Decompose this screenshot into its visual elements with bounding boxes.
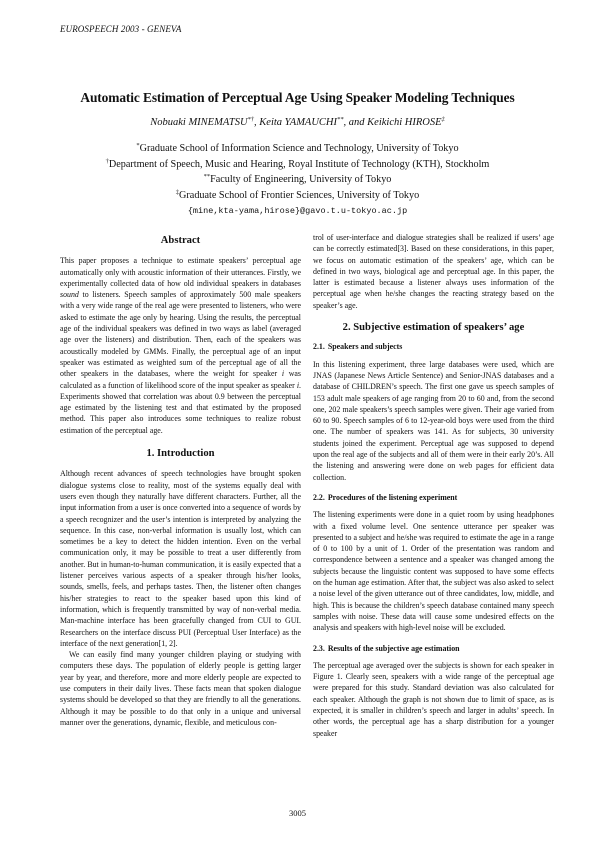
subsection-number: 2.2. (313, 492, 325, 502)
affiliation-mark: ** (203, 173, 211, 181)
author-email: {mine,kta-yama,hirose}@gavo.t.u-tokyo.ac.jp (187, 205, 408, 216)
page-number: 3005 (289, 808, 306, 818)
affiliation-text: Faculty of Engineering, University of Tokyo (210, 174, 392, 186)
section-2-heading: 2. Subjective estimation of speakers’ age (342, 322, 525, 334)
right-column (313, 232, 554, 739)
affiliation-line (30, 172, 565, 188)
author-name: Keita YAMAUCHI (259, 117, 338, 128)
author-separator: , and (343, 117, 368, 128)
affiliation-line (30, 188, 565, 204)
conference-header: EUROSPEECH 2003 - GENEVA (60, 24, 182, 34)
left-column (60, 232, 301, 728)
subsection-number: 2.1. (313, 342, 325, 352)
affiliation-line (30, 141, 565, 157)
intro-paragraph-continued: trol of user-interface and dialogue strategies shall be realized if users’ age can be correctly estimated[3]. Based on these considerations, in this paper, we focus on automatic estimation of the speakers’ age, which can be defined in two ways, biological age and perceptual age. In this paper, the latter is estimated because a listener always uses information of the perceptual age when he/she changes the reacting strategy based on the speaker’s age. (313, 233, 554, 310)
intro-paragraph: We can easily find many younger children playing or studying with computers these days. The population of elderly people is getting larger year by year, and therefore, more and more elderly people are expected to use computers in their daily lives. These facts mean that spoken dialogue systems should be developed so that they are friendly to all the generations. Although it may be possible to do that only in a unique and universal manner over the generations, dynamic, flexible, and meticulous con- (60, 650, 301, 727)
affiliation-mark: † (105, 157, 109, 165)
abstract-variable: i (281, 369, 285, 379)
abstract-text: . Experiments showed that correlation was about 0.9 between the perceptual age estimated by the listening test and that estimated by the proposed method. This paper also introduces some techniques to realize robust estimation of the perceptual age. (60, 380, 301, 435)
abstract-text: to listeners. Speech samples of approximately 500 male speakers with a very wide range of the real age were presented to listeners, who were asked to estimate the age only by hearing. Using the results, the perceptual age of the individual speakers was defined in two ways as label (averaged age over the listeners) and distribution. Then, each of the speakers was acoustically modeled by GMMs. Finally, the perceptual age of an input speaker was estimated as weighted sum of the perceptual age of all the other speakers in the databases, where the weight for speaker (60, 290, 301, 379)
abstract-emphasis: sound (60, 290, 79, 300)
abstract-text: was calculated as a function of likelihood score of the input speaker as speaker (60, 369, 301, 390)
abstract-text: This paper proposes a technique to estimate speakers’ perceptual age automatically only with acoustic information of their utterances. Firstly, we experimentally collected data of how old individual speakers in databases (60, 256, 301, 288)
author-affiliation-mark: ‡ (441, 116, 445, 123)
author-list (30, 117, 565, 128)
affiliation-block (30, 141, 565, 220)
intro-paragraph: Although recent advances of speech technologies have brought spoken dialogue systems close to reality, most of the systems equally deal with users even though they naturally have different characters. Further, all the input information from a user is once converted into a sequence of words by a speech recognizer and the user’s intention is interpreted by analyzing the sequence. In this case, non-verbal information is usually lost, which can sometimes be a key to detect the hidden intention. Even on the verbal communication only, it may be possible to treat a user differently from another. But in human-to-human communication, it is easily expected that a listener perceives various aspects of a speaker through his/her looks, sounds, smells, feels, and perhaps tastes. Then, the listener often changes his/her strategies to react to the speaker based upon this kind of information, which is frequently transmitted by way of non-verbal media. Man-machine interface has been gracefully changed from CUI to GUI. Researchers on the interface discuss PUI (Perceptual User Interface) as the interface of the next generation[1, 2]. (60, 469, 301, 648)
subsection-2-1-paragraph: In this listening experiment, three large databases were used, which are JNAS (Japanese News Article Sentence) and Senior-JNAS databases and a database of CHILDREN’s speech. The first one gave us speech samples of 153 adult male speakers of age ranging from 20 to 60 and, from the second one, 202 male speakers’s speech samples were given. Their age varied from 60 to 90. Speech samples of 6 to 12-year-old boys were used from the third one. The number of speakers was 141. As for subjects, 30 university students joined the experiment. Perceptual age was supposed to depend upon the real age of the subjects and all of them were in their early 20’s. All the listening and answering were done on web pages for efficient data collection. (313, 359, 554, 482)
author-affiliation-mark: ** (337, 116, 344, 123)
subsection-number: 2.3. (313, 643, 325, 653)
subsection-2-2-paragraph: The listening experiments were done in a quiet room by using headphones with a fixed volume level. One sentence utterance per speaker was presented to a subject and he/she was required to estimate the age in a range of 0 to 100 by a unit of 1. Order of the presentation was random and correspondence between a sentence and a speaker was changed among the subjects because the linguistic content was supposed to have some effects on the human age estimation. After that, the subject was also asked to select a noise level of the given utterance out of three candidates, low, middle, and high. This is because the children’s speech database contained many speech samples with noise. These data will cause some undesired effects on the analysis and speakers with high-level noise will be excluded. (313, 510, 554, 633)
section-1-heading: 1. Introduction (146, 448, 215, 460)
abstract-paragraph (60, 255, 301, 436)
author-name: Nobuaki MINEMATSU (150, 117, 248, 128)
affiliation-text: Graduate School of Frontier Sciences, University of Tokyo (179, 190, 420, 202)
affiliation-line (30, 157, 565, 173)
subsection-title: Procedures of the listening experiment (327, 492, 458, 502)
subsection-2-3-heading (313, 643, 554, 654)
author-affiliation-mark: *† (247, 116, 255, 123)
abstract-heading: Abstract (160, 235, 201, 246)
paper-title: Automatic Estimation of Perceptual Age Using Speaker Modeling Techniques (80, 90, 515, 105)
subsection-title: Results of the subjective age estimation (327, 643, 460, 653)
author-separator: , (254, 117, 260, 128)
subsection-2-1-heading (313, 341, 554, 352)
subsection-2-3-paragraph: The perceptual age averaged over the subjects is shown for each speaker in Figure 1. Clearly seen, speakers with a wide range of the perceptual age were prepared for this study. Standard deviation was also calculated for each speaker. Although the graph is not shown due to limit of space, as is expected, it is smaller in children’s speech and larger in adults’ speech. In other words, the perceptual age has a sharp distribution for a younger speaker (313, 660, 554, 738)
affiliation-text: Graduate School of Information Science and Technology, University of Tokyo (139, 143, 459, 154)
subsection-2-2-heading (313, 492, 554, 503)
author-name: Keikichi HIROSE (367, 117, 442, 128)
abstract-variable: i (296, 380, 300, 390)
affiliation-mark: * (136, 142, 140, 149)
affiliation-text: Department of Speech, Music and Hearing, Royal Institute of Technology (KTH), Stockholm (108, 158, 490, 170)
subsection-title: Speakers and subjects (327, 342, 403, 352)
affiliation-mark: ‡ (175, 189, 180, 197)
